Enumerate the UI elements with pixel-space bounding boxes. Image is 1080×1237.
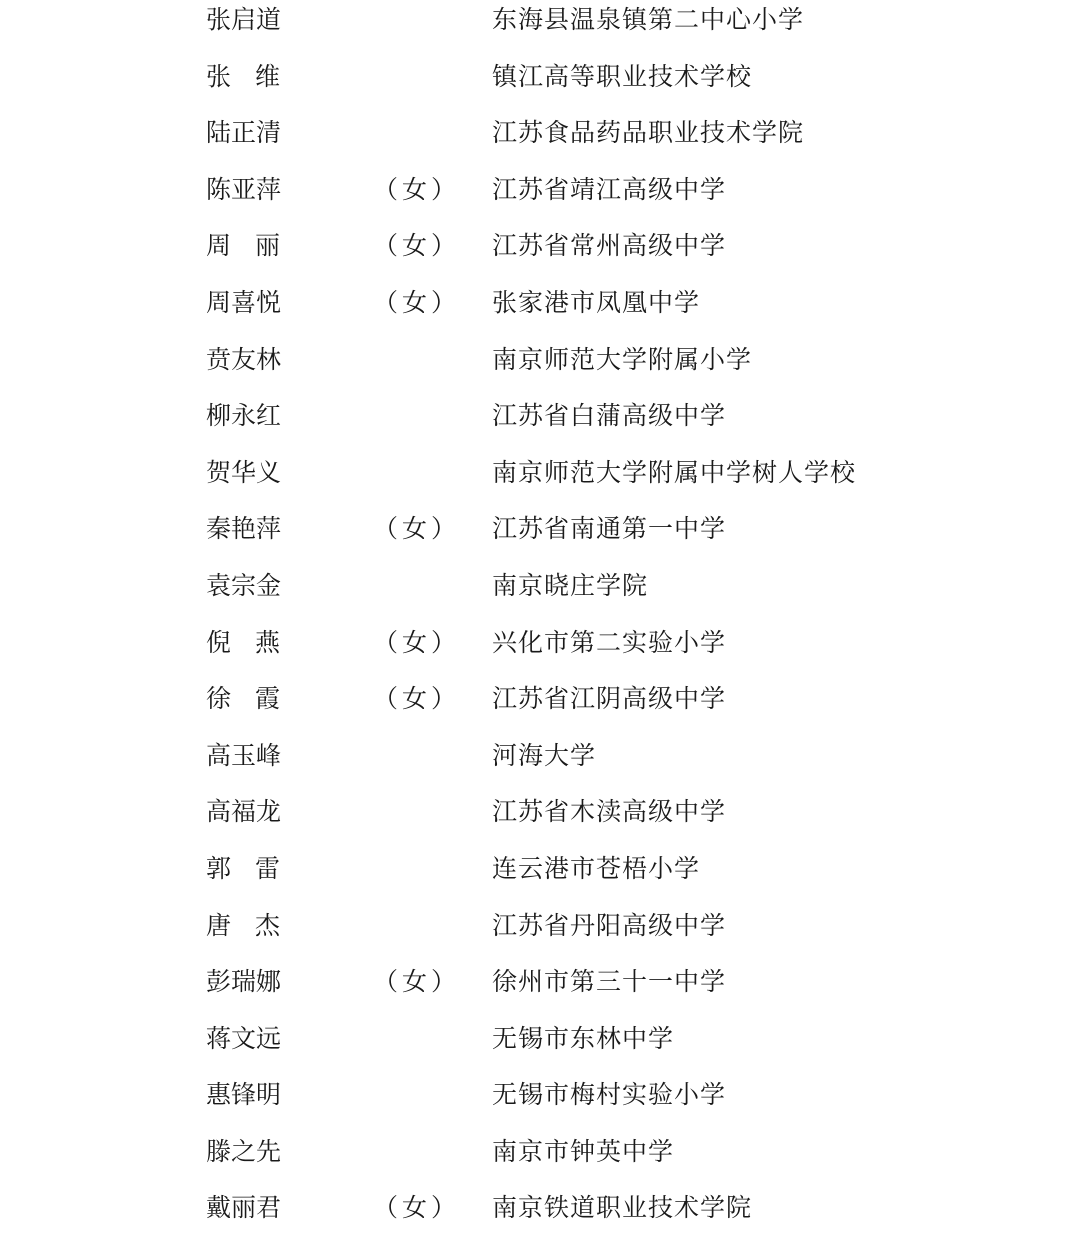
gender-note: （女） <box>373 1193 461 1223</box>
person-name: 陈亚萍 <box>206 174 282 204</box>
school-name: 连云港市苍梧小学 <box>492 853 701 883</box>
list-item <box>0 954 1080 1011</box>
list-item <box>0 558 1080 615</box>
school-name: 江苏食品药品职业技术学院 <box>492 118 805 148</box>
person-name: 贺华义 <box>206 457 282 487</box>
list-item <box>0 841 1080 898</box>
school-name: 镇江高等职业技术学校 <box>492 61 753 91</box>
school-name: 河海大学 <box>492 740 597 770</box>
gender-note: （女） <box>373 231 461 261</box>
person-name: 惠锋明 <box>206 1080 282 1110</box>
person-name: 徐 霞 <box>206 684 280 714</box>
school-name: 无锡市梅村实验小学 <box>492 1080 727 1110</box>
list-item <box>0 615 1080 672</box>
person-name: 秦艳萍 <box>206 514 282 544</box>
person-name: 郭 雷 <box>206 853 280 883</box>
list-item <box>0 1067 1080 1124</box>
gender-note: （女） <box>373 627 461 657</box>
school-name: 江苏省靖江高级中学 <box>492 174 727 204</box>
gender-note: （女） <box>373 174 461 204</box>
list-item <box>0 1180 1080 1237</box>
person-name: 陆正清 <box>206 118 282 148</box>
list-item <box>0 671 1080 728</box>
school-name: 南京晓庄学院 <box>492 570 649 600</box>
school-name: 南京市钟英中学 <box>492 1136 675 1166</box>
school-name: 南京师范大学附属中学树人学校 <box>492 457 857 487</box>
person-name: 倪 燕 <box>206 627 280 657</box>
list-item <box>0 218 1080 275</box>
person-name: 张 维 <box>206 61 280 91</box>
school-name: 江苏省常州高级中学 <box>492 231 727 261</box>
list-item <box>0 898 1080 955</box>
list-item <box>0 332 1080 389</box>
gender-note: （女） <box>373 514 461 544</box>
school-name: 南京铁道职业技术学院 <box>492 1193 753 1223</box>
school-name: 江苏省南通第一中学 <box>492 514 727 544</box>
person-name: 唐 杰 <box>206 910 280 940</box>
gender-note: （女） <box>373 287 461 317</box>
school-name: 张家港市凤凰中学 <box>492 287 701 317</box>
school-name: 江苏省江阴高级中学 <box>492 684 727 714</box>
school-name: 江苏省木渎高级中学 <box>492 797 727 827</box>
person-name: 蒋文远 <box>206 1023 282 1053</box>
list-item <box>0 388 1080 445</box>
person-name: 彭瑞娜 <box>206 967 282 997</box>
school-name: 江苏省丹阳高级中学 <box>492 910 727 940</box>
person-name: 高福龙 <box>206 797 282 827</box>
list-item <box>0 162 1080 219</box>
school-name: 无锡市东林中学 <box>492 1023 675 1053</box>
person-name: 柳永红 <box>206 401 282 431</box>
list-item <box>0 275 1080 332</box>
person-name: 戴丽君 <box>206 1193 282 1223</box>
list-item <box>0 1011 1080 1068</box>
school-name: 兴化市第二实验小学 <box>492 627 727 657</box>
person-name: 贲友林 <box>206 344 282 374</box>
list-item <box>0 728 1080 785</box>
school-name: 东海县温泉镇第二中心小学 <box>492 5 805 34</box>
person-name: 高玉峰 <box>206 740 282 770</box>
person-name: 滕之先 <box>206 1136 282 1166</box>
list-item <box>0 1124 1080 1181</box>
list-item <box>0 445 1080 502</box>
person-name: 张启道 <box>206 5 282 34</box>
list-item <box>0 49 1080 106</box>
gender-note: （女） <box>373 684 461 714</box>
school-name: 江苏省白蒲高级中学 <box>492 401 727 431</box>
school-name: 徐州市第三十一中学 <box>492 967 727 997</box>
list-item <box>0 105 1080 162</box>
school-name: 南京师范大学附属小学 <box>492 344 753 374</box>
person-name: 周 丽 <box>206 231 280 261</box>
gender-note: （女） <box>373 967 461 997</box>
person-name: 袁宗金 <box>206 570 282 600</box>
list-item <box>0 501 1080 558</box>
person-name: 周喜悦 <box>206 287 282 317</box>
list-item <box>0 0 1080 49</box>
list-item <box>0 784 1080 841</box>
